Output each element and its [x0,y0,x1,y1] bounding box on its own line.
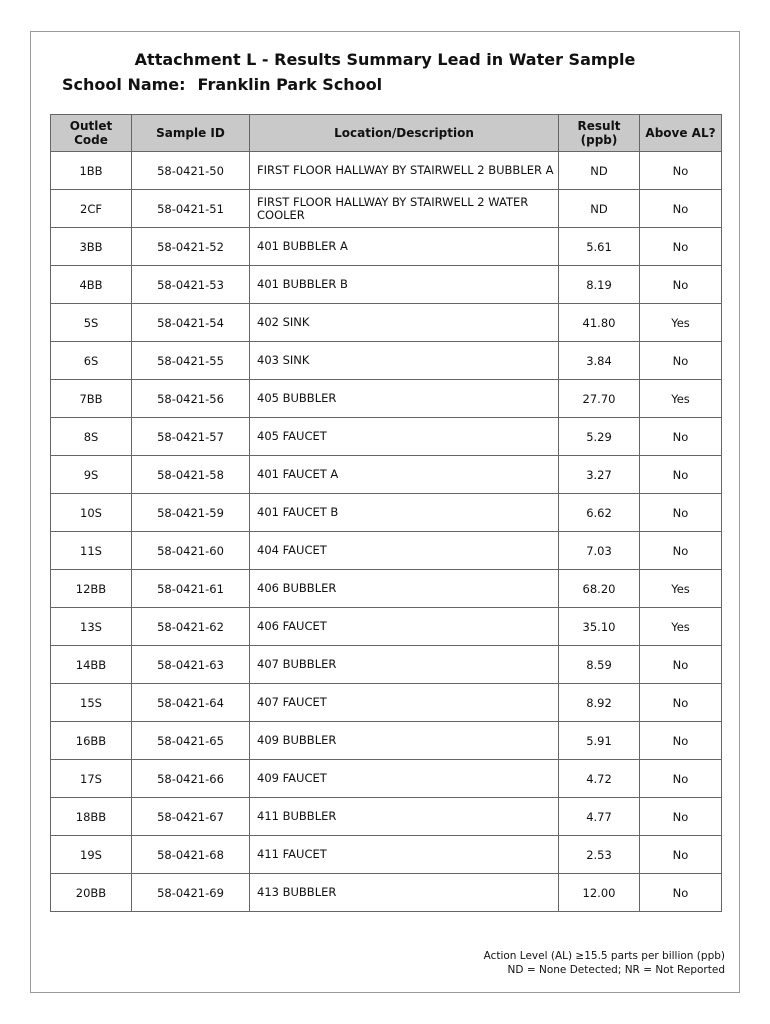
outlet-code-cell: 7BB [51,380,132,418]
location-cell: FIRST FLOOR HALLWAY BY STAIRWELL 2 WATER COOLER [250,190,559,228]
school-name-label: School Name: [62,75,186,94]
school-name-line [62,75,382,94]
result-cell: 5.29 [559,418,640,456]
footnote-action-level: Action Level (AL) ≥15.5 parts per billion (ppb) [483,950,725,962]
header-row [51,115,722,152]
outlet-code-cell: 4BB [51,266,132,304]
outlet-code-cell: 3BB [51,228,132,266]
location-cell: 407 BUBBLER [250,646,559,684]
result-cell: ND [559,152,640,190]
location-cell: 409 BUBBLER [250,722,559,760]
outlet-code-cell: 6S [51,342,132,380]
above-al-cell: No [640,494,722,532]
above-al-cell: No [640,266,722,304]
sample-id-cell: 58-0421-59 [132,494,250,532]
location-cell: 405 BUBBLER [250,380,559,418]
sample-id-cell: 58-0421-60 [132,532,250,570]
results-table-header [51,115,722,152]
result-cell: 8.19 [559,266,640,304]
sample-id-cell: 58-0421-62 [132,608,250,646]
sample-id-cell: 58-0421-55 [132,342,250,380]
location-cell: 406 FAUCET [250,608,559,646]
outlet-code-cell: 2CF [51,190,132,228]
result-cell: 2.53 [559,836,640,874]
table-row [51,836,722,874]
above-al-cell: No [640,342,722,380]
location-cell: 411 FAUCET [250,836,559,874]
sample-id-cell: 58-0421-67 [132,798,250,836]
table-row [51,722,722,760]
result-cell: 6.62 [559,494,640,532]
table-row [51,646,722,684]
outlet-code-cell: 16BB [51,722,132,760]
sample-id-cell: 58-0421-64 [132,684,250,722]
above-al-cell: No [640,152,722,190]
location-cell: 401 BUBBLER B [250,266,559,304]
sample-id-cell: 58-0421-68 [132,836,250,874]
table-row [51,570,722,608]
outlet-code-cell: 14BB [51,646,132,684]
table-row [51,380,722,418]
outlet-code-cell: 20BB [51,874,132,912]
header-result: Result (ppb) [559,115,640,152]
above-al-cell: No [640,722,722,760]
table-row [51,418,722,456]
sample-id-cell: 58-0421-56 [132,380,250,418]
result-cell: 3.84 [559,342,640,380]
sample-id-cell: 58-0421-53 [132,266,250,304]
location-cell: 409 FAUCET [250,760,559,798]
document-page [30,31,740,993]
location-cell: 411 BUBBLER [250,798,559,836]
above-al-cell: Yes [640,608,722,646]
result-cell: 3.27 [559,456,640,494]
location-cell: 406 BUBBLER [250,570,559,608]
sample-id-cell: 58-0421-52 [132,228,250,266]
sample-id-cell: 58-0421-51 [132,190,250,228]
above-al-cell: No [640,646,722,684]
above-al-cell: No [640,760,722,798]
table-row [51,304,722,342]
result-cell: 41.80 [559,304,640,342]
above-al-cell: No [640,684,722,722]
result-cell: 5.91 [559,722,640,760]
outlet-code-cell: 17S [51,760,132,798]
outlet-code-cell: 18BB [51,798,132,836]
outlet-code-cell: 9S [51,456,132,494]
sample-id-cell: 58-0421-50 [132,152,250,190]
sample-id-cell: 58-0421-63 [132,646,250,684]
sample-id-cell: 58-0421-57 [132,418,250,456]
sample-id-cell: 58-0421-69 [132,874,250,912]
table-row [51,342,722,380]
school-name-value: Franklin Park School [197,75,383,94]
outlet-code-cell: 19S [51,836,132,874]
header-sample-id: Sample ID [132,115,250,152]
table-row [51,494,722,532]
location-cell: 403 SINK [250,342,559,380]
location-cell: 413 BUBBLER [250,874,559,912]
above-al-cell: No [640,456,722,494]
sample-id-cell: 58-0421-65 [132,722,250,760]
above-al-cell: No [640,532,722,570]
outlet-code-cell: 1BB [51,152,132,190]
location-cell: 401 FAUCET A [250,456,559,494]
result-cell: 5.61 [559,228,640,266]
result-cell: 68.20 [559,570,640,608]
location-cell: 405 FAUCET [250,418,559,456]
outlet-code-cell: 8S [51,418,132,456]
above-al-cell: Yes [640,304,722,342]
table-row [51,684,722,722]
table-row [51,190,722,228]
result-cell: 4.77 [559,798,640,836]
outlet-code-cell: 11S [51,532,132,570]
outlet-code-cell: 10S [51,494,132,532]
above-al-cell: Yes [640,380,722,418]
table-row [51,532,722,570]
table-row [51,798,722,836]
sample-id-cell: 58-0421-54 [132,304,250,342]
above-al-cell: No [640,228,722,266]
header-above-al: Above AL? [640,115,722,152]
location-cell: 401 FAUCET B [250,494,559,532]
outlet-code-cell: 13S [51,608,132,646]
result-cell: 4.72 [559,760,640,798]
footnote [484,949,725,977]
result-cell: 7.03 [559,532,640,570]
footnote-legend: ND = None Detected; NR = Not Reported [507,964,725,976]
document-title: Attachment L - Results Summary Lead in Water Sample [134,50,636,69]
table-row [51,760,722,798]
location-cell: 407 FAUCET [250,684,559,722]
above-al-cell: No [640,874,722,912]
table-row [51,608,722,646]
above-al-cell: Yes [640,570,722,608]
location-cell: 404 FAUCET [250,532,559,570]
outlet-code-cell: 12BB [51,570,132,608]
above-al-cell: No [640,418,722,456]
result-cell: ND [559,190,640,228]
table-row [51,456,722,494]
above-al-cell: No [640,836,722,874]
outlet-code-cell: 5S [51,304,132,342]
sample-id-cell: 58-0421-58 [132,456,250,494]
header-location: Location/Description [250,115,559,152]
result-cell: 35.10 [559,608,640,646]
table-row [51,228,722,266]
table-row [51,152,722,190]
above-al-cell: No [640,798,722,836]
location-cell: FIRST FLOOR HALLWAY BY STAIRWELL 2 BUBBLER A [250,152,559,190]
header-outlet-code: Outlet Code [51,115,132,152]
outlet-code-cell: 15S [51,684,132,722]
sample-id-cell: 58-0421-61 [132,570,250,608]
results-table [50,114,722,912]
result-cell: 8.92 [559,684,640,722]
table-row [51,266,722,304]
location-cell: 401 BUBBLER A [250,228,559,266]
sample-id-cell: 58-0421-66 [132,760,250,798]
table-row [51,874,722,912]
location-cell: 402 SINK [250,304,559,342]
result-cell: 12.00 [559,874,640,912]
result-cell: 27.70 [559,380,640,418]
results-table-body [51,152,722,912]
above-al-cell: No [640,190,722,228]
result-cell: 8.59 [559,646,640,684]
